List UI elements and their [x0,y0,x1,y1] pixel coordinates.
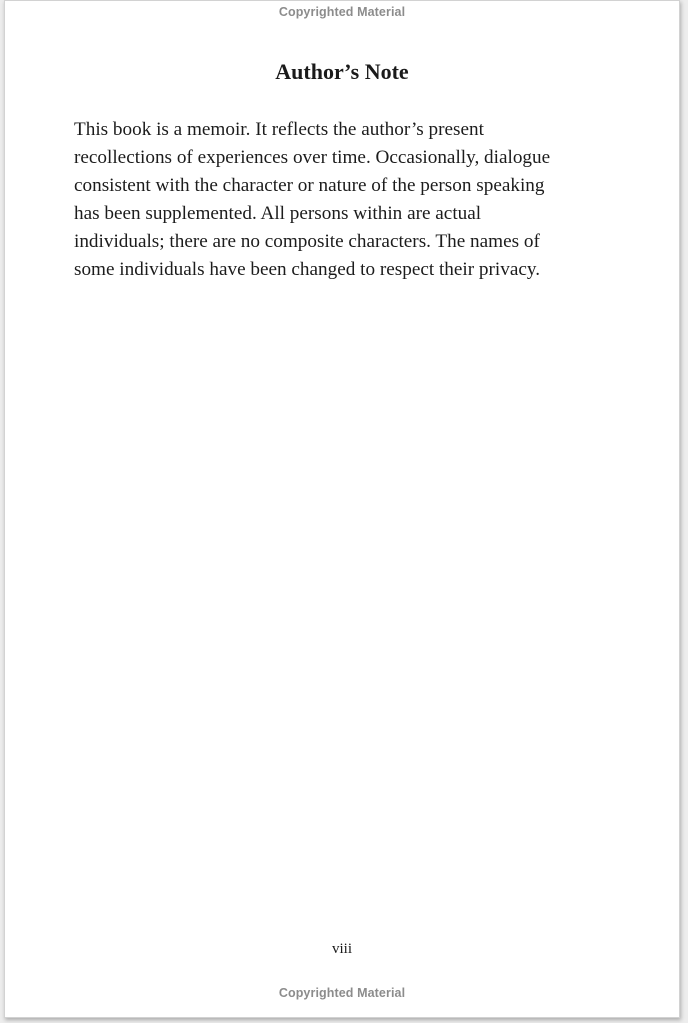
page-title: Author’s Note [275,59,409,84]
paragraph-line: consistent with the character or nature of the person speaking [74,175,545,196]
paragraph-line: recollections of experiences over time. Occasionally, dialogue [74,147,551,168]
author-note-paragraph [74,116,619,284]
copyright-watermark-bottom: Copyrighted Material [278,986,406,1000]
paragraph-line: some individuals have been changed to respect their privacy. [74,259,541,280]
paragraph-line: individuals; there are no composite characters. The names of [74,231,540,252]
paragraph-line: has been supplemented. All persons within are actual [74,203,482,224]
paragraph-line: This book is a memoir. It reflects the author’s present [74,119,484,140]
book-page [4,0,680,1018]
copyright-watermark-top: Copyrighted Material [278,5,406,19]
page-number: viii [331,941,352,957]
